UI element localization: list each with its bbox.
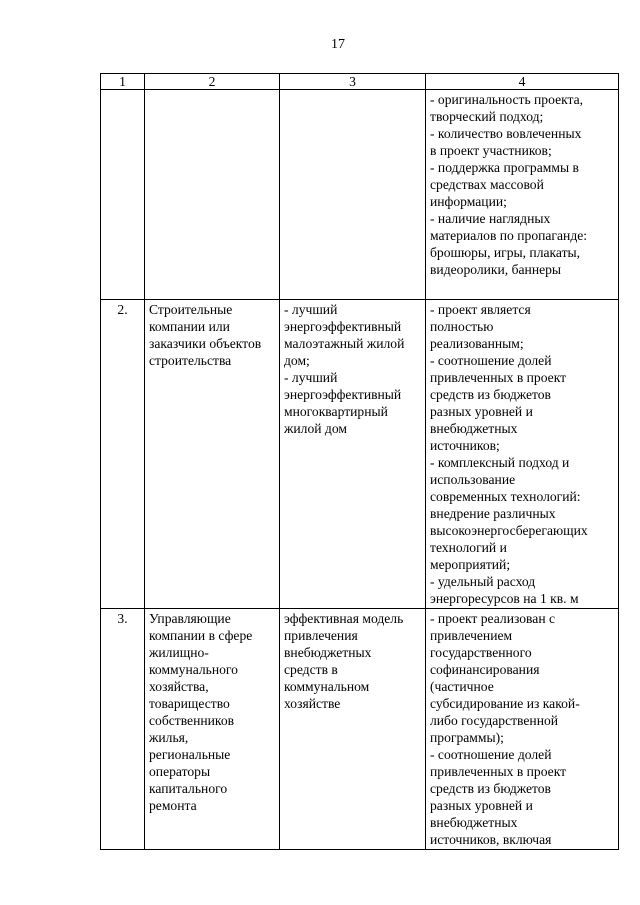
participants-cell <box>145 90 280 300</box>
header-cell-4: 4 <box>426 74 619 90</box>
cell-text-line: капитального <box>149 781 228 796</box>
cell-text-line: видеоролики, баннеры <box>430 262 562 277</box>
nominations-cell <box>280 300 426 609</box>
cell-text-line: разных уровней и <box>430 404 533 419</box>
cell-text-line: ремонта <box>149 798 197 813</box>
cell-text-line: мероприятий; <box>430 557 511 572</box>
cell-text-line: хозяйства, <box>149 679 209 694</box>
cell-text-line: использование <box>430 472 516 487</box>
cell-text-line: - соотношение долей <box>430 353 552 368</box>
cell-text-line: компании в сфере <box>149 628 253 643</box>
cell-text-line: внебюджетных <box>430 421 518 436</box>
cell-text-line: коммунального <box>149 662 238 677</box>
cell-text-line: привлечения <box>284 628 358 643</box>
cell-text-line: высокоэнергосберегающих <box>430 523 588 538</box>
cell-text-line: привлеченных в проект <box>430 764 567 779</box>
table-row <box>101 609 619 850</box>
table-row <box>101 90 619 300</box>
row-number-cell <box>101 90 145 300</box>
cell-text-line: жилья, <box>149 730 189 745</box>
criteria-cell <box>426 90 619 300</box>
cell-text-line: софинансирования <box>430 662 540 677</box>
cell-text-line: привлечением <box>430 628 513 643</box>
cell-text-line: коммунальном <box>284 679 370 694</box>
cell-text-line: в проект участников; <box>430 143 552 158</box>
table-header <box>101 74 619 90</box>
cell-text-line: региональные <box>149 747 231 762</box>
cell-text-line: привлеченных в проект <box>430 370 567 385</box>
table-body <box>101 90 619 850</box>
cell-text-line: малоэтажный жилой <box>284 336 405 351</box>
cell-text-line: материалов по пропаганде: <box>430 228 588 243</box>
cell-text-line: товарищество <box>149 696 230 711</box>
cell-text-line: средств из бюджетов <box>430 387 551 402</box>
cell-text-line: операторы <box>149 764 211 779</box>
cell-text-line: компании или <box>149 319 230 334</box>
cell-text-line: строительства <box>149 353 232 368</box>
cell-text-line: - лучший <box>284 302 338 317</box>
cell-text-line: средствах массовой <box>430 177 544 192</box>
cell-text-line: дом; <box>284 353 310 368</box>
cell-text-line: - проект реализован с <box>430 611 556 626</box>
cell-text-line: заказчики объектов <box>149 336 262 351</box>
cell-text-line: жилой дом <box>284 421 347 436</box>
cell-text-line: энергоресурсов на 1 кв. м <box>430 591 579 606</box>
cell-text-line: программы); <box>430 730 504 745</box>
nominations-cell <box>280 609 426 850</box>
row-number-cell: 2. <box>101 300 145 609</box>
cell-text-line: - количество вовлеченных <box>430 126 582 141</box>
cell-text-line: эффективная модель <box>284 611 404 626</box>
header-cell-2: 2 <box>145 74 280 90</box>
cell-text-line: полностью <box>430 319 494 334</box>
cell-text-line: - поддержка программы в <box>430 160 579 175</box>
cell-text-line: внебюджетных <box>284 645 372 660</box>
cell-text-line: Управляющие <box>149 611 231 626</box>
criteria-cell <box>426 300 619 609</box>
cell-text-line: субсидирование из какой- <box>430 696 580 711</box>
row-number-cell: 3. <box>101 609 145 850</box>
cell-text-line: хозяйстве <box>284 696 341 711</box>
cell-text-line: - наличие наглядных <box>430 211 551 226</box>
cell-text-line: внедрение различных <box>430 506 556 521</box>
cell-text-line: творческий подход; <box>430 109 544 124</box>
cell-text-line: брошюры, игры, плакаты, <box>430 245 581 260</box>
cell-text-line: разных уровней и <box>430 798 533 813</box>
cell-text-line: многоквартирный <box>284 404 388 419</box>
cell-text-line: средств из бюджетов <box>430 781 551 796</box>
cell-text-line: либо государственной <box>430 713 559 728</box>
cell-text-line: собственников <box>149 713 235 728</box>
cell-text-line: жилищно- <box>149 645 209 660</box>
participants-cell <box>145 609 280 850</box>
cell-text-line: - комплексный подход и <box>430 455 570 470</box>
cell-text-line: средств в <box>284 662 338 677</box>
cell-text-line: - лучший <box>284 370 338 385</box>
participants-cell <box>145 300 280 609</box>
cell-text-line: энергоэффективный <box>284 387 402 402</box>
cell-text-line: Строительные <box>149 302 233 317</box>
cell-text-line: внебюджетных <box>430 815 518 830</box>
cell-text-line: - оригинальность проекта, <box>430 92 584 107</box>
cell-text-line: государственного <box>430 645 532 660</box>
cell-text-line: источников, включая <box>430 832 552 847</box>
cell-text-line: - проект является <box>430 302 531 317</box>
header-row <box>101 74 619 90</box>
cell-text-line: - соотношение долей <box>430 747 552 762</box>
cell-text-line: современных технологий: <box>430 489 581 504</box>
cell-text-line: технологий и <box>430 540 507 555</box>
cell-text-line: - удельный расход <box>430 574 536 589</box>
cell-text-line: (частичное <box>430 679 494 694</box>
cell-text-line: энергоэффективный <box>284 319 402 334</box>
cell-text-line: информации; <box>430 194 507 209</box>
nominations-cell <box>280 90 426 300</box>
cell-text-line: реализованным; <box>430 336 524 351</box>
table-row <box>101 300 619 609</box>
nominations-table <box>100 73 619 850</box>
page-number: 17 <box>331 37 345 52</box>
criteria-cell <box>426 609 619 850</box>
header-cell-1: 1 <box>101 74 145 90</box>
header-cell-3: 3 <box>280 74 426 90</box>
cell-text-line: источников; <box>430 438 500 453</box>
